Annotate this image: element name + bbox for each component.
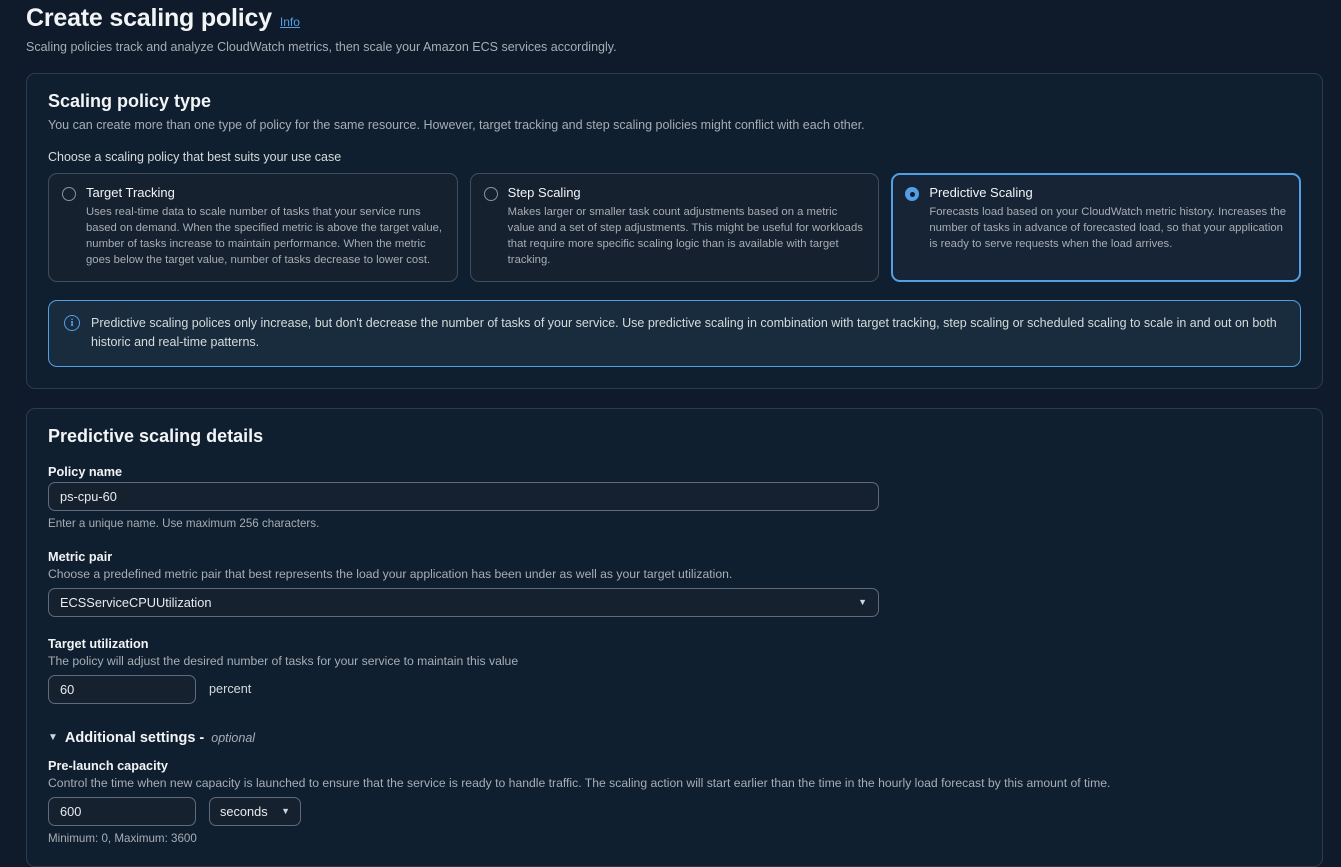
card-desc-step-scaling: Makes larger or smaller task count adjustments based on a metric value and a set of step adjustments. This might be useful for workloads that require more specific scaling logic than is available with target tracking. [507,206,863,267]
card-body-predictive-scaling [929,185,1287,268]
target-utilization-unit: percent [209,682,252,697]
additional-settings-optional: optional [211,730,256,745]
additional-settings-title: Additional settings - [64,729,205,746]
pre-launch-capacity-group [48,759,1301,845]
chevron-down-icon: ▼ [858,596,867,607]
target-utilization-row [48,675,1301,704]
card-label-predictive-scaling: Predictive Scaling [929,185,1033,200]
page-title: Create scaling policy [26,4,272,32]
card-body-step-scaling [508,185,866,268]
additional-settings-toggle[interactable] [48,730,1301,746]
pre-launch-capacity-unit-value: seconds [220,803,268,819]
radio-target-tracking[interactable] [62,187,76,201]
target-utilization-label: Target utilization [48,636,149,651]
pre-launch-capacity-sublabel: Control the time when new capacity is launched to ensure that the service is ready to handle traffic. The scaling action will start earlier than the time in the hourly load forecast by this amount of time. [48,775,1111,790]
policy-name-input[interactable] [48,482,879,511]
pre-launch-capacity-input[interactable] [48,797,196,826]
target-utilization-sublabel: The policy will adjust the desired number of tasks for your service to maintain this value [48,653,519,668]
policy-name-hint: Enter a unique name. Use maximum 256 characters. [48,516,320,530]
info-link[interactable]: Info [279,15,300,29]
panel-title-policy-type: Scaling policy type [48,91,212,111]
target-utilization-group [48,637,1301,704]
policy-type-card-group [48,173,1301,282]
policy-type-card-predictive-scaling[interactable] [891,173,1301,282]
metric-pair-sublabel: Choose a predefined metric pair that best represents the load your application has been under as well as your target utilization. [48,566,733,581]
predictive-scaling-details-panel [26,408,1323,867]
chevron-down-icon-unit: ▼ [281,805,290,816]
predictive-scaling-info-alert [48,300,1301,367]
policy-name-label: Policy name [48,464,123,479]
radio-predictive-scaling[interactable] [905,187,919,201]
page-header [26,0,1323,54]
policy-type-card-target-tracking[interactable] [48,173,458,282]
policy-type-prompt: Choose a scaling policy that best suits your use case [48,150,342,164]
metric-pair-selected-value: ECSServiceCPUUtilization [60,594,212,610]
scaling-policy-type-panel [26,73,1323,389]
card-desc-predictive-scaling: Forecasts load based on your CloudWatch metric history. Increases the number of tasks in advance of forecasted load, so that your application is ready to serve requests when the load arrives. [929,206,1286,251]
metric-pair-group [48,550,1301,617]
target-utilization-input[interactable] [48,675,196,704]
metric-pair-label: Metric pair [48,549,113,564]
radio-step-scaling[interactable] [484,187,498,201]
page-subtitle: Scaling policies track and analyze CloudWatch metrics, then scale your Amazon ECS services accordingly. [26,40,617,54]
card-label-step-scaling: Step Scaling [507,185,581,200]
card-body-target-tracking [86,185,444,268]
pre-launch-capacity-hint: Minimum: 0, Maximum: 3600 [48,831,197,845]
pre-launch-capacity-label: Pre-launch capacity [48,758,168,773]
card-label-target-tracking: Target Tracking [86,185,175,200]
panel-desc-policy-type: You can create more than one type of policy for the same resource. However, target tracking and step scaling policies might conflict with each other. [48,118,865,132]
panel-title-details: Predictive scaling details [48,425,264,446]
metric-pair-select[interactable] [48,588,879,617]
pre-launch-capacity-unit-select[interactable] [209,797,301,826]
policy-type-card-step-scaling[interactable] [470,173,880,282]
chevron-down-icon-additional-settings: ▼ [48,731,58,743]
card-desc-target-tracking: Uses real-time data to scale number of tasks that your service runs based on demand. When the specified metric is above the target value, number of tasks increase to maintain performance. When the metric goes below the target value, number of tasks decrease to lower cost. [86,206,443,267]
pre-launch-capacity-row [48,797,1301,826]
title-row [26,4,1323,33]
alert-text: Predictive scaling polices only increase, but don't decrease the number of tasks of your service. Use predictive scaling in combination with target tracking, step scaling or scheduled scaling to scale in and out on both historic and real-time patterns. [91,316,1277,349]
info-icon: i [64,315,80,331]
policy-name-group [48,465,1301,530]
